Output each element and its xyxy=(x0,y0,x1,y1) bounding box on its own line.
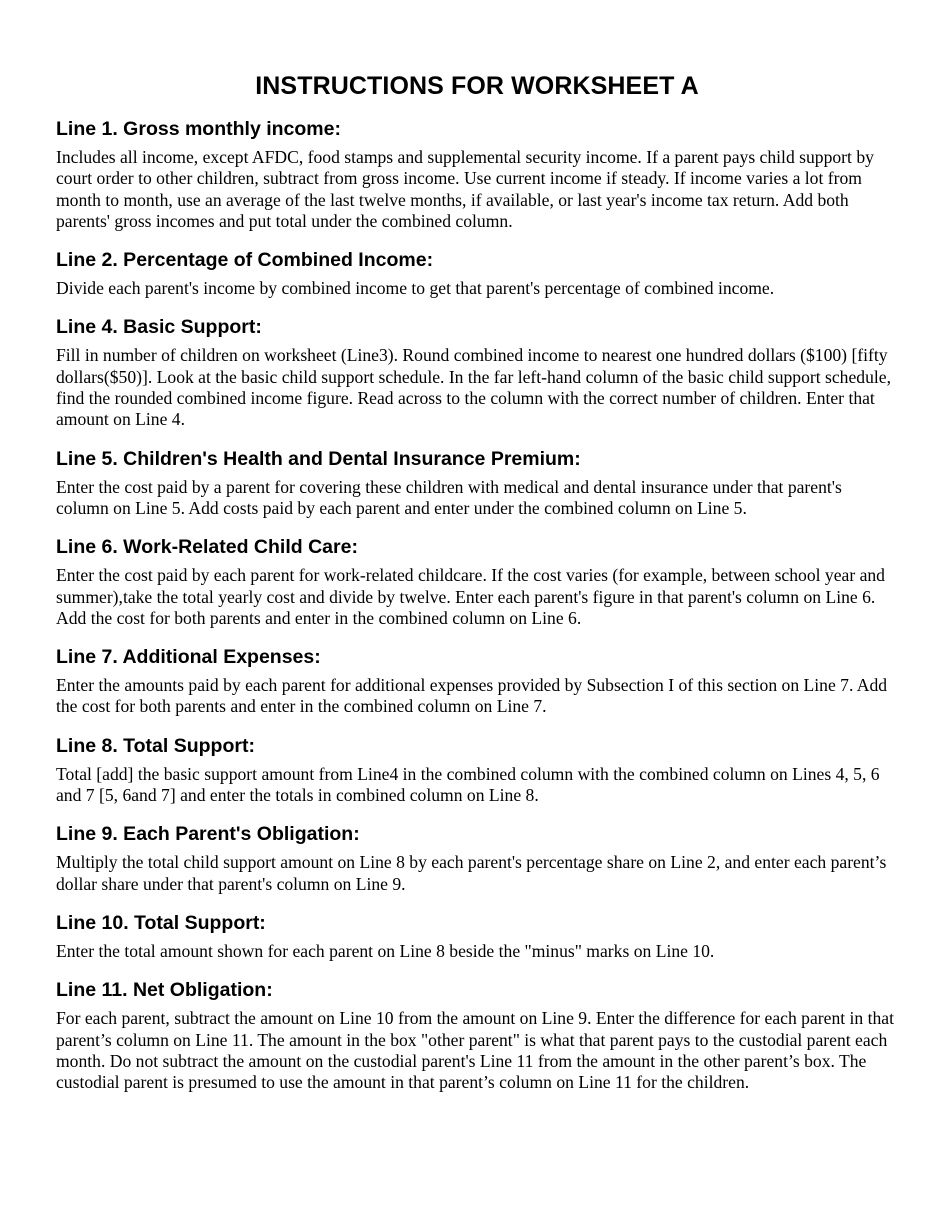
section-body: Enter the cost paid by each parent for work-related childcare. If the cost varies (for example, between school year and summer),take the total yearly cost and divide by twelve. Enter each parent's figure in that parent's column on Line 6. Add the cost for both parents and enter in the combined column on Line 6. xyxy=(56,565,885,628)
section-body: Divide each parent's income by combined income to get that parent's percentage of combined income. xyxy=(56,278,775,299)
document-page xyxy=(56,72,898,1109)
section-heading: Line 5. Children's Health and Dental Insurance Premium: xyxy=(56,447,581,470)
section-body: Fill in number of children on worksheet (Line3). Round combined income to nearest one hundred dollars ($100) [fifty dollars($50)]. Look at the basic child support schedule. In the far left-hand column of the basic child support schedule, find the rounded combined income figure. Read across to the column with the correct number of children. Enter that amount on Line 4. xyxy=(56,345,891,430)
section-heading: Line 6. Work-Related Child Care: xyxy=(56,536,358,559)
section-line-10 xyxy=(56,911,898,962)
section-heading: Line 9. Each Parent's Obligation: xyxy=(56,823,360,846)
section-heading: Line 8. Total Support: xyxy=(56,734,255,757)
section-body: For each parent, subtract the amount on Line 10 from the amount on Line 9. Enter the difference for each parent in that parent’s column on Line 11. The amount in the box "other parent" is what that parent pays to the custodial parent each month. Do not subtract the amount on the custodial parent's Line 11 from the amount in the other parent’s box. The custodial parent is presumed to use the amount in that parent’s column on Line 11 for the children. xyxy=(56,1008,895,1093)
section-heading: Line 7. Additional Expenses: xyxy=(56,646,321,669)
section-heading: Line 1. Gross monthly income: xyxy=(56,118,341,140)
page-title: INSTRUCTIONS FOR WORKSHEET A xyxy=(255,72,699,100)
section-line-1 xyxy=(56,117,898,232)
section-body: Enter the amounts paid by each parent for additional expenses provided by Subsection I of this section on Line 7. Add the cost for both parents and enter in the combined column on Line 7. xyxy=(56,675,888,717)
section-line-7 xyxy=(56,645,898,718)
section-body: Multiply the total child support amount on Line 8 by each parent's percentage share on Line 2, and enter each parent’s dollar share under that parent's column on Line 9. xyxy=(56,852,887,894)
section-heading: Line 2. Percentage of Combined Income: xyxy=(56,249,434,272)
section-line-9 xyxy=(56,822,898,895)
section-body: Includes all income, except AFDC, food stamps and supplemental security income. If a parent pays child support by court order to other children, subtract from gross income. Use current income if steady. If income varies a lot from month to month, use an average of the last twelve months, if available, or last year's income tax return. Add both parents' gross incomes and put total under the combined column. xyxy=(56,147,874,231)
section-line-11 xyxy=(56,978,898,1093)
section-heading: Line 10. Total Support: xyxy=(56,911,266,934)
section-line-8 xyxy=(56,734,898,807)
section-line-5 xyxy=(56,447,898,520)
section-line-4 xyxy=(56,315,898,430)
section-line-2 xyxy=(56,248,898,299)
section-body: Enter the cost paid by a parent for covering these children with medical and dental insurance under that parent's column on Line 5. Add costs paid by each parent and enter under the combined column on Line 5. xyxy=(56,476,842,518)
section-heading: Line 4. Basic Support: xyxy=(56,316,262,339)
section-line-6 xyxy=(56,535,898,629)
section-body: Total [add] the basic support amount from Line4 in the combined column with the combined column on Lines 4, 5, 6 and 7 [5, 6and 7] and enter the totals in combined column on Line 8. xyxy=(56,763,880,806)
section-heading: Line 11. Net Obligation: xyxy=(56,979,273,1002)
section-body: Enter the total amount shown for each parent on Line 8 beside the "minus" marks on Line 10. xyxy=(56,940,715,961)
